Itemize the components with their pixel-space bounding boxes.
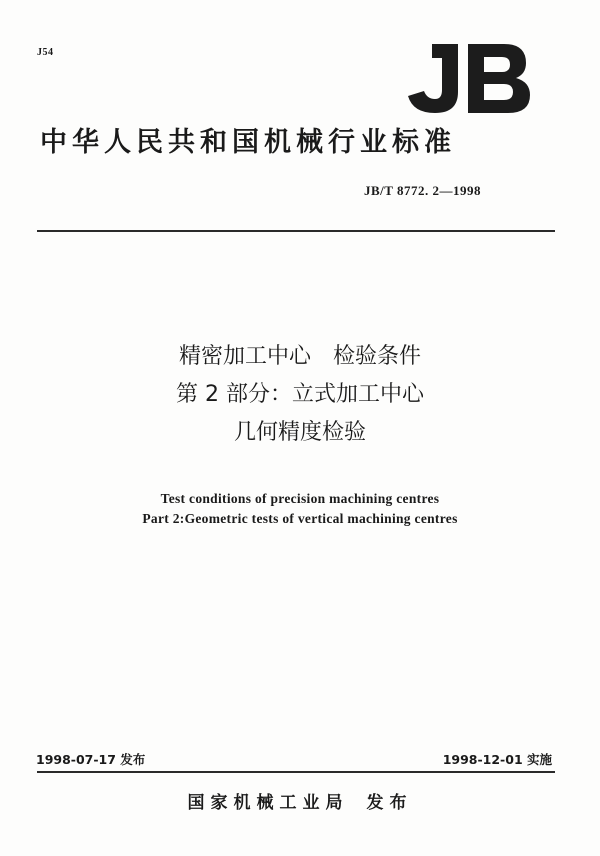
jb-logo bbox=[404, 36, 534, 116]
issuing-organization: 国家机械工业局 bbox=[187, 793, 349, 813]
standard-category-title: 中华人民共和国机械行业标准 bbox=[40, 127, 456, 158]
issuer-verb: 发布 bbox=[366, 793, 413, 813]
top-divider bbox=[37, 230, 555, 232]
english-title-line: Part 2:Geometric tests of vertical machining centres bbox=[142, 511, 458, 526]
standard-number: JB/T 8772. 2—1998 bbox=[364, 183, 481, 198]
issue-date: 1998-07-17 发布 bbox=[36, 752, 146, 767]
title-line: 第 2 部分：立式加工中心 bbox=[176, 382, 424, 407]
english-title bbox=[0, 489, 600, 529]
bottom-divider bbox=[37, 771, 555, 773]
classification-code: J54 bbox=[37, 47, 54, 58]
title-line: 精密加工中心 检验条件 bbox=[178, 344, 421, 369]
implementation-date: 1998-12-01 实施 bbox=[442, 752, 552, 767]
title-line: 几何精度检验 bbox=[233, 420, 366, 445]
issuer-line bbox=[0, 788, 600, 813]
chinese-title bbox=[0, 338, 600, 452]
english-title-line: Test conditions of precision machining centres bbox=[160, 491, 440, 506]
